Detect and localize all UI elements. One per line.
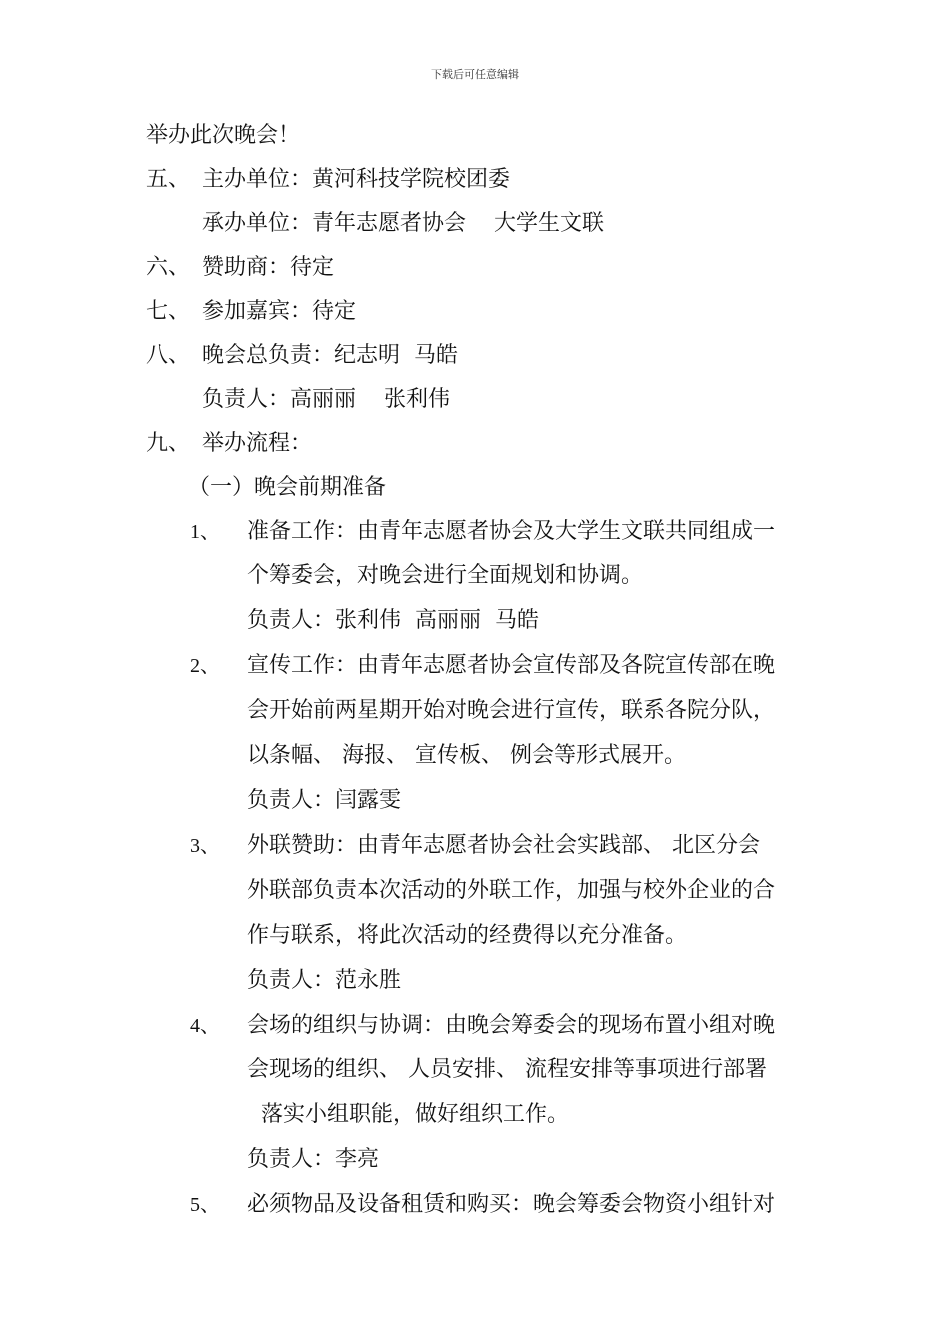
text-line: 以条幅、 海报、 宣传板、 例会等形式展开。 [247,743,686,768]
text-line: 晚会总负责：纪志明 马皓 [202,343,458,368]
text-line: 负责人：闫露雯 [247,788,402,813]
page-header: 下载后可任意编辑 [431,68,519,81]
item-number: 4、 [190,1015,220,1037]
text-line: 负责人：李亮 [247,1147,380,1172]
section-number: 八、 [146,343,191,368]
section-number: 六、 [146,255,191,280]
text-line: 负责人：范永胜 [247,968,402,993]
text-line: 参加嘉宾：待定 [202,299,357,324]
item-number: 2、 [190,655,220,677]
text-line: 会场的组织与协调：由晚会筹委会的现场布置小组对晚 [247,1013,776,1038]
text-line: 会开始前两星期开始对晚会进行宣传，联系各院分队， [247,698,776,723]
section-number: 七、 [146,299,191,324]
item-number: 3、 [190,835,220,857]
text-line: 宣传工作：由青年志愿者协会宣传部及各院宣传部在晚 [247,653,776,678]
item-number: 1、 [190,521,220,543]
text-line: 作与联系，将此次活动的经费得以充分准备。 [247,923,688,948]
text-line: 主办单位：黄河科技学院校团委 [202,167,511,192]
section-number: 五、 [146,167,191,192]
text-line: 负责人：张利伟 高丽丽 马皓 [247,608,539,633]
text-line: 承办单位：青年志愿者协会 大学生文联 [202,211,604,236]
text-line: 赞助商：待定 [202,255,335,280]
text-line: 个筹委会，对晚会进行全面规划和协调。 [247,563,644,588]
item-number: 5、 [190,1194,220,1216]
text-line: 落实小组职能，做好组织工作。 [247,1102,569,1127]
text-line: 准备工作：由青年志愿者协会及大学生文联共同组成一 [247,519,776,544]
text-line: 外联赞助：由青年志愿者协会社会实践部、 北区分会 [247,833,760,858]
text-line: 必须物品及设备租赁和购买：晚会筹委会物资小组针对 [247,1192,776,1217]
text-line: 外联部负责本次活动的外联工作，加强与校外企业的合 [247,878,776,903]
text-line: 会现场的组织、 人员安排、 流程安排等事项进行部署 [247,1057,767,1082]
text-line: 举办流程： [202,431,313,456]
section-number: 九、 [146,431,191,456]
text-line: 举办此次晚会！ [146,123,301,148]
subsection-heading: （一）晚会前期准备 [188,475,387,500]
text-line: 负责人：高丽丽 张利伟 [202,387,450,412]
